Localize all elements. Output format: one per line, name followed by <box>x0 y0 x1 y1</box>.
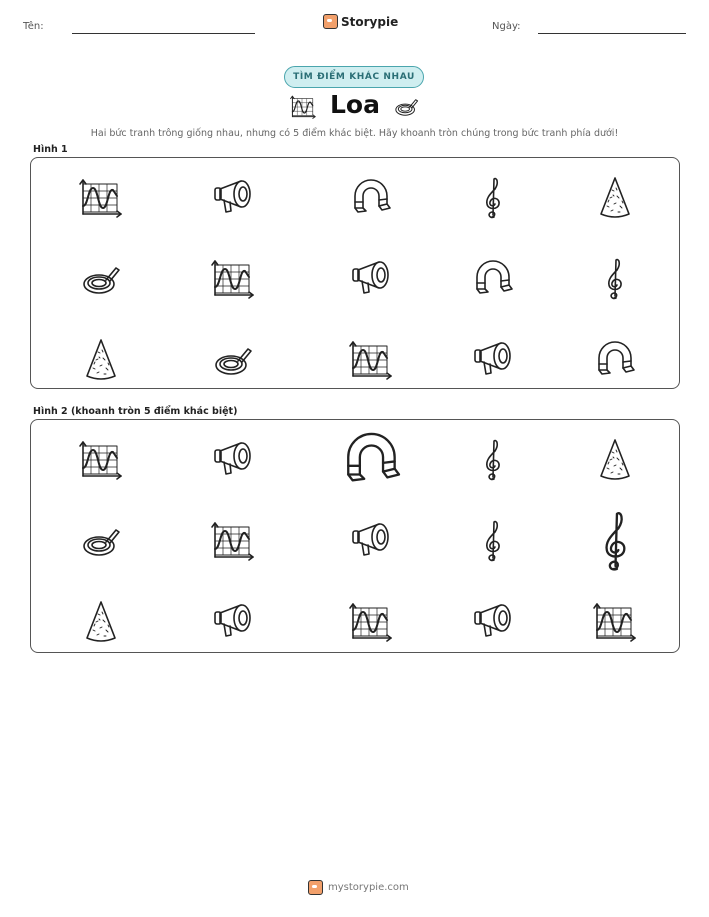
treble-clef-icon[interactable] <box>455 162 531 234</box>
treble-clef-icon[interactable] <box>577 243 653 315</box>
coil-icon[interactable] <box>63 505 139 577</box>
worksheet-badge: TÌM ĐIỂM KHÁC NHAU <box>284 66 424 88</box>
coil-icon[interactable] <box>63 243 139 315</box>
footer-site[interactable]: mystorypie.com <box>328 882 409 893</box>
treble-clef-icon[interactable] <box>577 505 653 577</box>
cone-icon[interactable] <box>577 424 653 496</box>
footer <box>308 880 409 895</box>
picture1-panel[interactable] <box>30 157 680 389</box>
graph-icon <box>289 94 317 120</box>
graph-icon[interactable] <box>577 586 653 658</box>
magnet-icon[interactable] <box>333 424 409 496</box>
date-line[interactable] <box>538 33 686 34</box>
name-label: Tên: <box>23 21 44 32</box>
megaphone-icon[interactable] <box>333 243 409 315</box>
megaphone-icon[interactable] <box>455 324 531 396</box>
picture1-label: Hình 1 <box>33 144 68 155</box>
picture2-label: Hình 2 (khoanh tròn 5 điểm khác biệt) <box>33 406 238 417</box>
page-title: Loa <box>330 90 380 119</box>
graph-icon[interactable] <box>63 162 139 234</box>
cone-icon[interactable] <box>577 162 653 234</box>
graph-icon[interactable] <box>63 424 139 496</box>
name-line[interactable] <box>72 33 255 34</box>
megaphone-icon[interactable] <box>455 586 531 658</box>
brand-name: Storypie <box>341 14 399 29</box>
graph-icon[interactable] <box>333 586 409 658</box>
megaphone-icon[interactable] <box>333 505 409 577</box>
graph-icon[interactable] <box>195 505 271 577</box>
megaphone-icon[interactable] <box>195 162 271 234</box>
storypie-icon <box>323 14 338 29</box>
coil-icon[interactable] <box>195 324 271 396</box>
cone-icon[interactable] <box>63 586 139 658</box>
megaphone-icon[interactable] <box>195 586 271 658</box>
instruction-text: Hai bức tranh trông giống nhau, nhưng có 5 điểm khác biệt. Hãy khoanh tròn chúng trong bức tranh phía dưới! <box>90 128 619 139</box>
coil-icon <box>393 96 419 118</box>
cone-icon[interactable] <box>63 324 139 396</box>
megaphone-icon[interactable] <box>195 424 271 496</box>
graph-icon[interactable] <box>195 243 271 315</box>
graph-icon[interactable] <box>333 324 409 396</box>
treble-clef-icon[interactable] <box>455 505 531 577</box>
magnet-icon[interactable] <box>455 243 531 315</box>
magnet-icon[interactable] <box>577 324 653 396</box>
magnet-icon[interactable] <box>333 162 409 234</box>
picture2-panel[interactable] <box>30 419 680 653</box>
title-row <box>0 92 709 124</box>
storypie-icon <box>308 880 323 895</box>
treble-clef-icon[interactable] <box>455 424 531 496</box>
date-label: Ngày: <box>492 21 521 32</box>
brand-logo <box>323 14 398 29</box>
